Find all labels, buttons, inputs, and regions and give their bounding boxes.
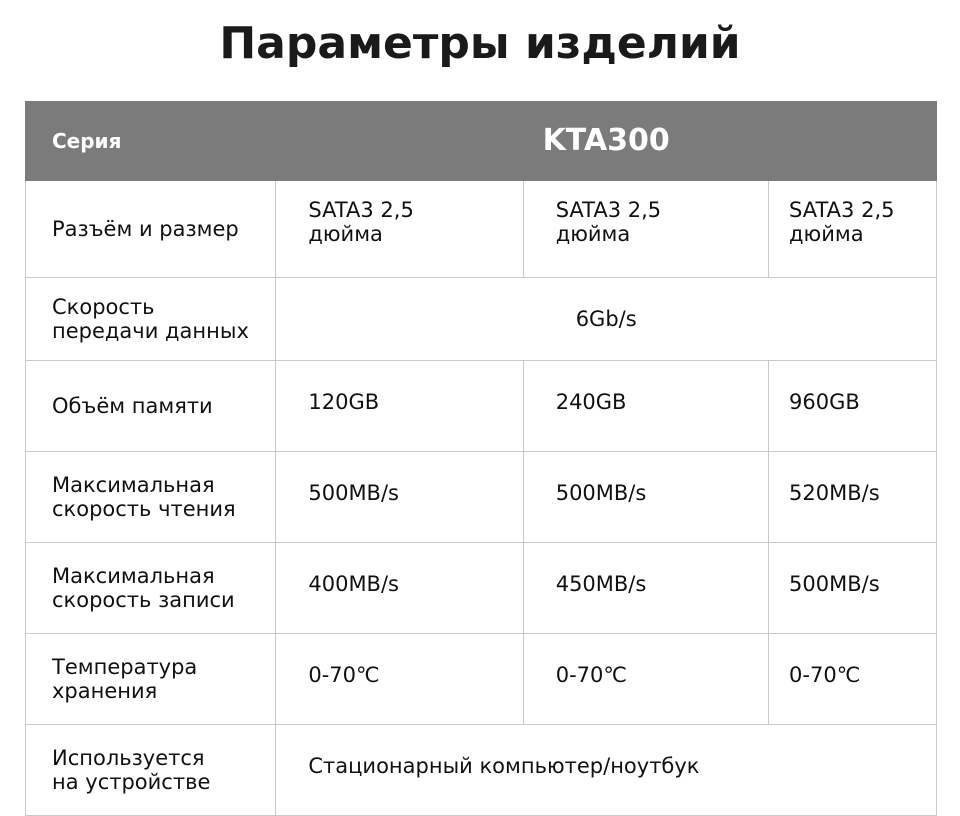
- row-label: Разъём и размер: [26, 181, 276, 278]
- table-row-read-speed: [26, 452, 937, 543]
- cell-read-3: 520MB/s: [769, 452, 937, 543]
- cell-read-1: 500MB/s: [276, 452, 523, 543]
- row-label: Максимальная скорость чтения: [26, 452, 276, 543]
- cell-write-2: 450MB/s: [523, 543, 768, 634]
- cell-temp-2: 0-70℃: [523, 634, 768, 725]
- cell-capacity-3: 960GB: [769, 361, 937, 452]
- cell-temp-1: 0-70℃: [276, 634, 523, 725]
- cell-connector-960: SATA3 2,5 дюйма: [769, 181, 937, 278]
- series-label: Серия: [26, 102, 276, 181]
- table-row-transfer-speed: [26, 278, 937, 361]
- table-row-storage-temp: [26, 634, 937, 725]
- spec-table: [25, 101, 937, 816]
- cell-capacity-1: 120GB: [276, 361, 523, 452]
- cell-read-2: 500MB/s: [523, 452, 768, 543]
- table-row-connector: [26, 181, 937, 278]
- row-label: Скорость передачи данных: [26, 278, 276, 361]
- cell-connector-240: SATA3 2,5 дюйма: [523, 181, 768, 278]
- table-header-row: [26, 102, 937, 181]
- cell-transfer-speed: 6Gb/s: [276, 278, 937, 361]
- row-label: Температура хранения: [26, 634, 276, 725]
- table-row-usage: [26, 725, 937, 816]
- cell-capacity-2: 240GB: [523, 361, 768, 452]
- row-label: Максимальная скорость записи: [26, 543, 276, 634]
- table-row-capacity: [26, 361, 937, 452]
- row-label: Используется на устройстве: [26, 725, 276, 816]
- model-name: KTA300: [276, 102, 937, 181]
- cell-write-1: 400MB/s: [276, 543, 523, 634]
- cell-usage: Стационарный компьютер/ноутбук: [276, 725, 937, 816]
- cell-connector-120: SATA3 2,5 дюйма: [276, 181, 523, 278]
- cell-write-3: 500MB/s: [769, 543, 937, 634]
- table-row-write-speed: [26, 543, 937, 634]
- page-title: Параметры изделий: [219, 18, 741, 69]
- row-label: Объём памяти: [26, 361, 276, 452]
- cell-temp-3: 0-70℃: [769, 634, 937, 725]
